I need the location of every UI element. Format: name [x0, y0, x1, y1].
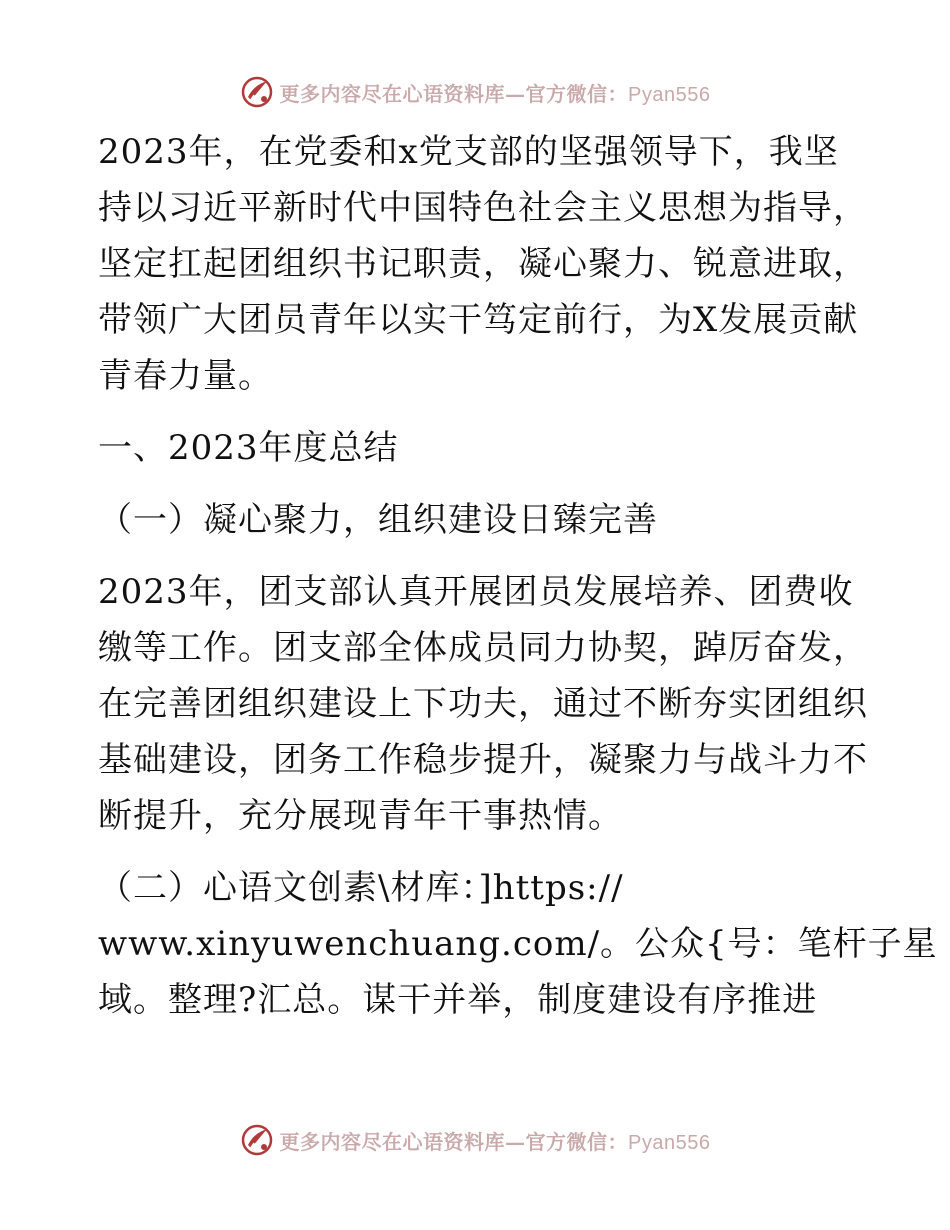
text-line: www.xinyuwenchuang.com/。公众{号：笔杆子星 — [98, 924, 938, 964]
watermark-wechat-label: 官方微信： — [525, 81, 629, 106]
text-line: （二）心语文创素\材库：]https:// — [98, 868, 624, 908]
subsection-heading: （一）凝心聚力，组织建设日臻完善 — [98, 500, 658, 540]
header-watermark — [0, 72, 950, 112]
text-line: 在完善团组织建设上下功夫，通过不断夯实团组织 — [98, 684, 868, 724]
footer-watermark — [0, 1120, 950, 1160]
text-line: 断提升，充分展现青年干事热情。 — [98, 796, 623, 836]
text-line: 缴等工作。团支部全体成员同力协契，踔厉奋发， — [98, 628, 868, 668]
text-line: 坚定扛起团组织书记职责，凝心聚力、锐意进取， — [98, 244, 868, 284]
watermark-wechat-id: Pyan556 — [628, 83, 711, 106]
text-line: 2023年，在党委和x党支部的坚强领导下，我坚 — [98, 132, 839, 172]
text-line: 基础建设，团务工作稳步提升，凝聚力与战斗力不 — [98, 740, 868, 780]
intro-paragraph — [98, 124, 868, 404]
text-line: 2023年，团支部认真开展团员发展培养、团费收 — [98, 572, 854, 612]
watermark-dash: — — [505, 1129, 526, 1154]
watermark-text — [280, 78, 711, 107]
text-line: 持以习近平新时代中国特色社会主义思想为指导， — [98, 188, 868, 228]
text-line: 带领广大团员青年以实干笃定前行，为X发展贡献 — [98, 300, 859, 340]
quill-seal-icon — [240, 75, 274, 109]
section-heading: 一、2023年度总结 — [98, 428, 399, 468]
body-paragraph — [98, 564, 868, 844]
quill-seal-icon — [240, 1123, 274, 1157]
document-body — [98, 124, 938, 1028]
watermark-dash: — — [505, 81, 526, 106]
text-line: 青春力量。 — [98, 356, 273, 396]
watermark-wechat-id: Pyan556 — [628, 1131, 711, 1154]
watermark-wechat-label: 官方微信： — [525, 1129, 629, 1154]
subsection-paragraph — [98, 860, 938, 1028]
watermark-site: 更多内容尽在心语资料库 — [279, 1129, 506, 1154]
text-line: 域。整理?汇总。谋干并举，制度建设有序推进 — [98, 980, 818, 1020]
watermark-text — [280, 1126, 711, 1155]
watermark-site: 更多内容尽在心语资料库 — [279, 81, 506, 106]
